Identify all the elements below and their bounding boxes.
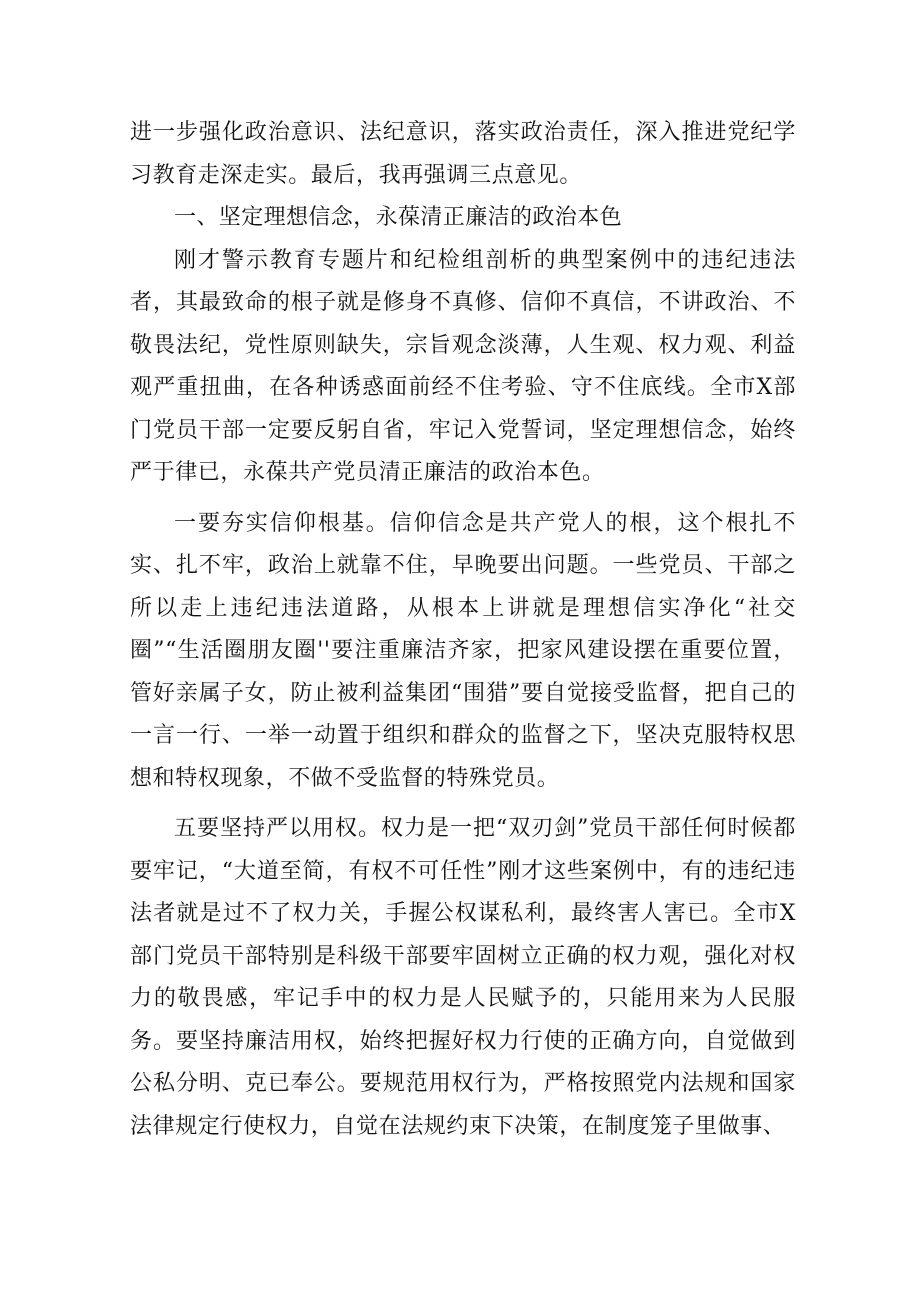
paragraph-gap (130, 800, 796, 808)
paragraph-warning-education: 刚才警示教育专题片和纪检组剖析的典型案例中的违纪违法者，其最致命的根子就是修身不真修、信仰不真信，不讲政治、不敬畏法纪，党性原则缺失，宗旨观念淡薄，人生观、权力观、利益观严重扭曲，在各种诱惑面前经不住考验、守不住底线。全市X部门党员干部一定要反躬自省，牢记入党誓词，坚定理想信念，始终严于律已，永葆共产党员清正廉洁的政治本色。 (130, 247, 796, 485)
paragraph-gap (130, 495, 796, 503)
paragraph-intro: 进一步强化政治意识、法纪意识，落实政治责任，深入推进党纪学习教育走深走实。最后，我再强调三点意见。 (130, 120, 796, 188)
document-body (130, 112, 796, 1148)
section-heading: 一、坚定理想信念，永葆清正廉洁的政治本色 (174, 205, 623, 230)
paragraph-faith-foundation: 一要夯实信仰根基。信仰信念是共产党人的根，这个根扎不实、扎不牢，政治上就靠不住，早晚要出问题。一些党员、干部之所以走上违纪违法道路，从根本上讲就是理想信实净化“社交圈”“生活圈朋友圈''要注重廉洁齐家，把家风建设摆在重要位置，管好亲属子女，防止被利益集团“围猎”要自觉接受监督，把自己的一言一行、一举一动置于组织和群众的监督之下，坚决克服特权思想和特权现象，不做不受监督的特殊党员。 (130, 510, 796, 791)
paragraph-use-of-power: 五要坚持严以用权。权力是一把“双刃剑”党员干部任何时候都要牢记，“大道至简，有权不可任性”刚才这些案例中，有的违纪违法者就是过不了权力关，手握公权谋私利，最终害人害已。全市X部门党员干部特别是科级干部要牢固树立正确的权力观，强化对权力的敬畏感，牢记手中的权力是人民赋予的，只能用来为人民服务。要坚持廉洁用权，始终把握好权力行使的正确方向，自觉做到公私分明、克已奉公。要规范用权行为，严格按照党内法规和国家法律规定行使权力，自觉在法规约束下决策，在制度笼子里做事、 (130, 816, 796, 1139)
